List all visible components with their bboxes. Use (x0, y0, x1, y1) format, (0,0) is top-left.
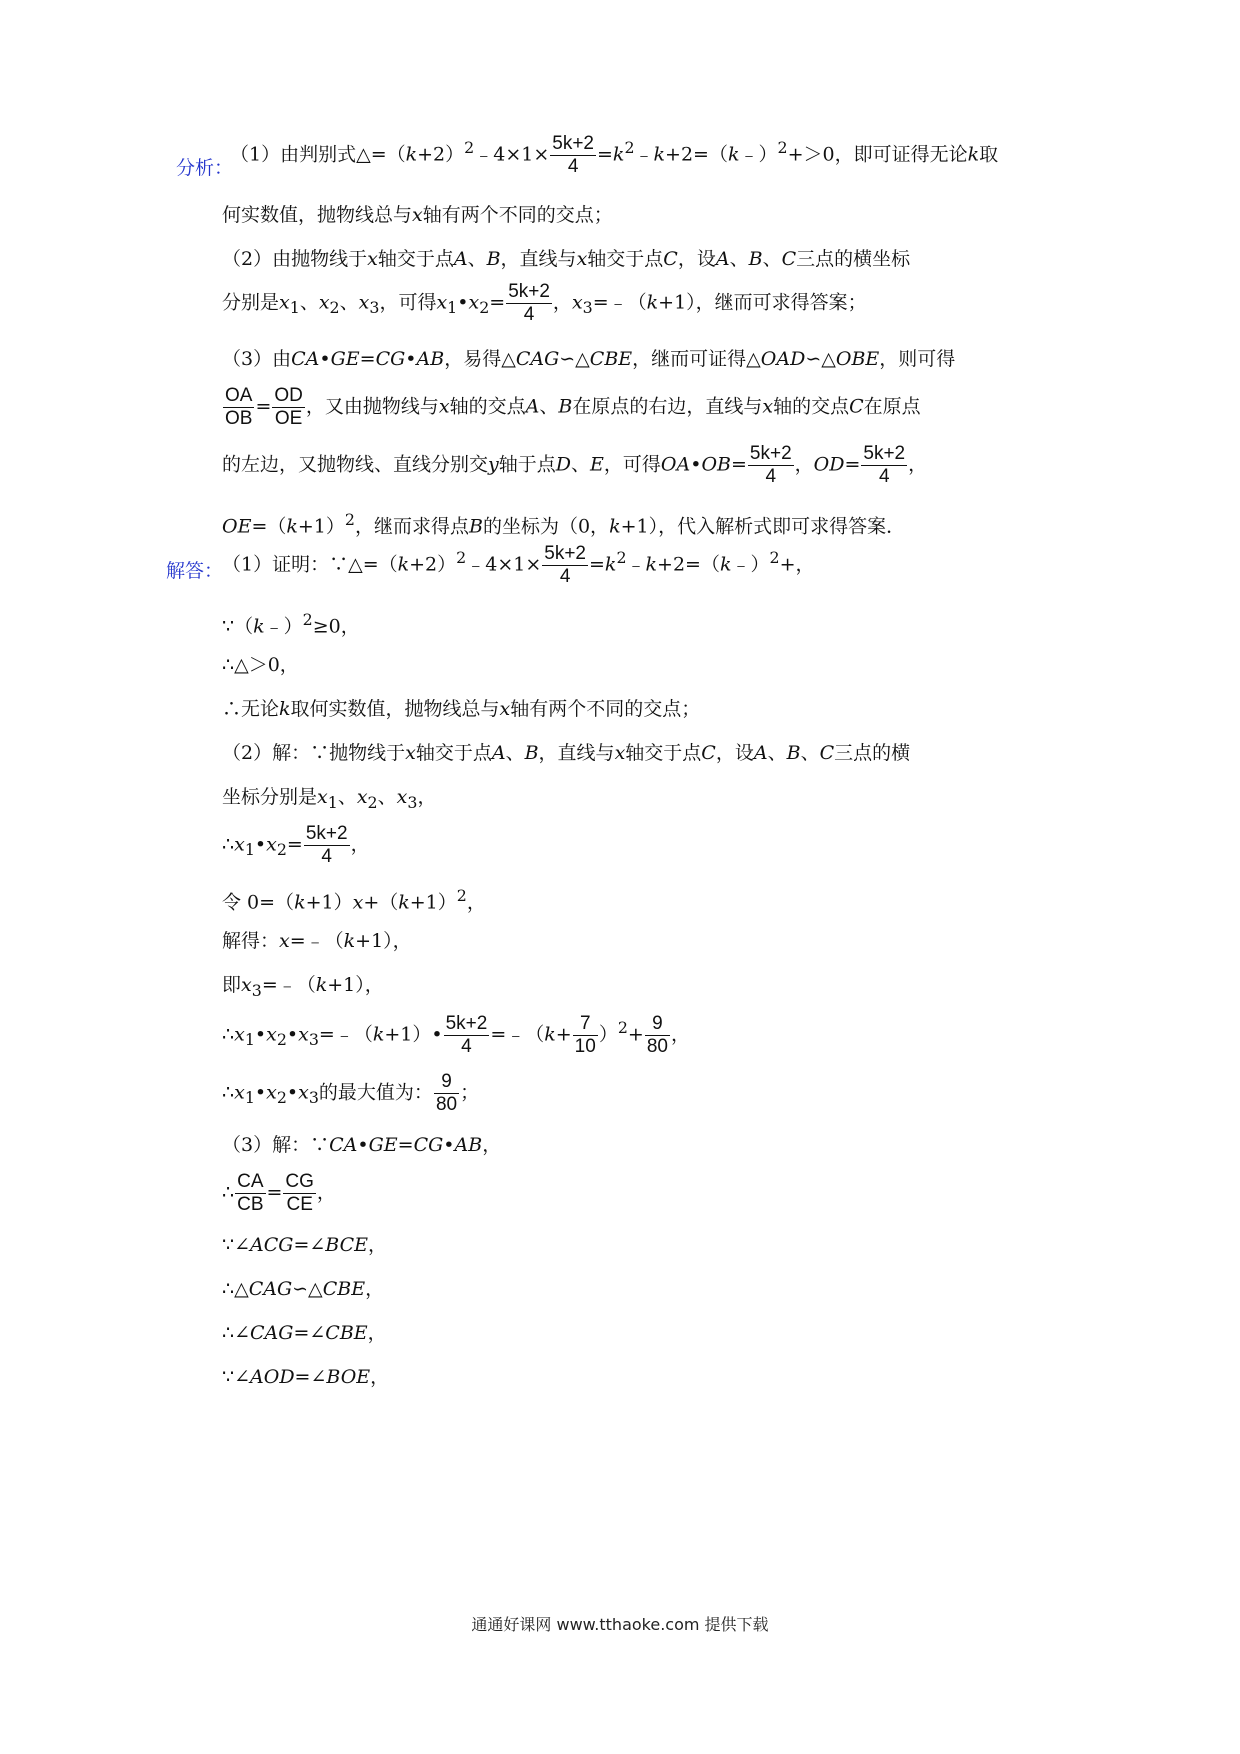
solution-line-18: ∵∠AOD=∠BOE， (222, 1366, 390, 1388)
analysis-label: 分析： (176, 157, 234, 179)
solution-label: 解答： (166, 560, 224, 582)
fraction: $\frac{OD}{OE}$ (274, 385, 303, 429)
solution-line-14: ∴ $\frac{CA}{CB}$ = $\frac{CG}{CE}$ ， (222, 1171, 336, 1215)
solution-line-1: （1）证明：$\because\triangle=(k+2)^2﹣4\times 1\times$ $\frac{5k+2}{4}$ $=k^2﹣k+2=(k﹣)^2+$， (222, 543, 815, 587)
solution-line-10: 即$x_3=﹣(k+1)$， (222, 974, 384, 1000)
solution-line-12: $\therefore x_1•x_2•x_3$的最大值为： $\frac{9}{80}$ ； (222, 1071, 480, 1115)
solution-line-16: ∴△CAG∽△CBE， (222, 1278, 385, 1300)
solution-line-4: ∴无论k取何实数值，抛物线总与x轴有两个不同的交点； (222, 698, 701, 720)
fraction: $\frac{5k+2}{4}$ (552, 133, 594, 177)
fraction: $\frac{7}{10}$ (574, 1013, 596, 1057)
fraction: $\frac{5k+2}{4}$ (863, 443, 906, 487)
fraction: $\frac{5k+2}{4}$ (544, 543, 586, 587)
fraction: $\frac{OA}{OB}$ (225, 385, 253, 429)
fraction: $\frac{CG}{CE}$ (285, 1171, 314, 1215)
solution-line-17: ∴∠CAG=∠CBE， (222, 1322, 387, 1344)
fraction: $\frac{5k+2}{4}$ (305, 823, 348, 867)
solution-line-9: 解得：x=﹣（k+1）， (222, 930, 412, 952)
analysis-line-7: 的左边，又抛物线、直线分别交y轴于点D、E，可得OA•OB= $\frac{5k+2}{4}$ ，OD= $\frac{5k+2}{4}$ ， (222, 443, 928, 487)
analysis-line-1: （1）由判别式$\triangle=(k+2)^2﹣4\times 1\times$ $\frac{5k+2}{4}$ $=k^2﹣k+2=(k﹣)^2+>0$，即可证得无论k取 (230, 133, 999, 177)
solution-line-11: $\therefore x_1•x_2•x_3=﹣(k+1)•$ $\frac{5k+2}{4}$ =﹣（k+ $\frac{7}{10}$ ）$^2$+ $\frac{9}{80}$ ， (222, 1013, 690, 1057)
page-footer: 通通好课网 www.tthaoke.com 提供下载 (471, 1615, 769, 1634)
fraction: $\frac{9}{80}$ (646, 1013, 668, 1057)
solution-line-5: （2）解：∵抛物线于x轴交于点A、B，直线与x轴交于点C，设A、B、C三点的横 (222, 742, 911, 764)
fraction: $\frac{5k+2}{4}$ (508, 281, 550, 325)
analysis-line-6: $\frac{OA}{OB}$ = $\frac{OD}{OE}$ ，又由抛物线与x轴的交点A、B在原点的右边，直线与x轴的交点C在原点 (225, 385, 921, 429)
analysis-line-2: 何实数值，抛物线总与x轴有两个不同的交点； (222, 204, 613, 226)
fraction: $\frac{5k+2}{4}$ (445, 1013, 488, 1057)
solution-line-3: ∴△＞0， (222, 654, 299, 676)
analysis-line-3: （2）由抛物线于x轴交于点A、B，直线与x轴交于点C，设A、B、C三点的横坐标 (222, 248, 911, 270)
solution-line-6: 坐标分别是$x_1$、$x_2$、$x_3$， (222, 786, 437, 812)
fraction: $\frac{CA}{CB}$ (237, 1171, 264, 1215)
fraction: $\frac{5k+2}{4}$ (749, 443, 792, 487)
solution-line-15: ∵∠ACG=∠BCE， (222, 1234, 388, 1256)
solution-line-2: ∵（k﹣）$^2$≥0， (222, 610, 360, 638)
analysis-line-4: 分别是$x_1$、$x_2$、$x_3$，可得$x_1•x_2=$ $\frac{5k+2}{4}$ ，$x_3=﹣(k+1)$，继而可求得答案； (222, 281, 867, 325)
solution-line-7: $\therefore x_1•x_2=$ $\frac{5k+2}{4}$ ， (222, 823, 370, 867)
solution-line-13: （3）解：∵CA•GE=CG•AB， (222, 1134, 502, 1156)
analysis-line-5: （3）由CA•GE=CG•AB，易得△CAG∽△CBE，继而可证得△OAD∽△OBE，则可得 (222, 348, 956, 370)
fraction: $\frac{9}{80}$ (435, 1071, 458, 1115)
analysis-line-8: $OE=(k+1)^2$，继而求得点B的坐标为（0，k+1），代入解析式即可求得答案． (222, 510, 906, 538)
solution-line-8: 令 $0=(k+1)x+(k+1)^2$， (222, 886, 486, 914)
